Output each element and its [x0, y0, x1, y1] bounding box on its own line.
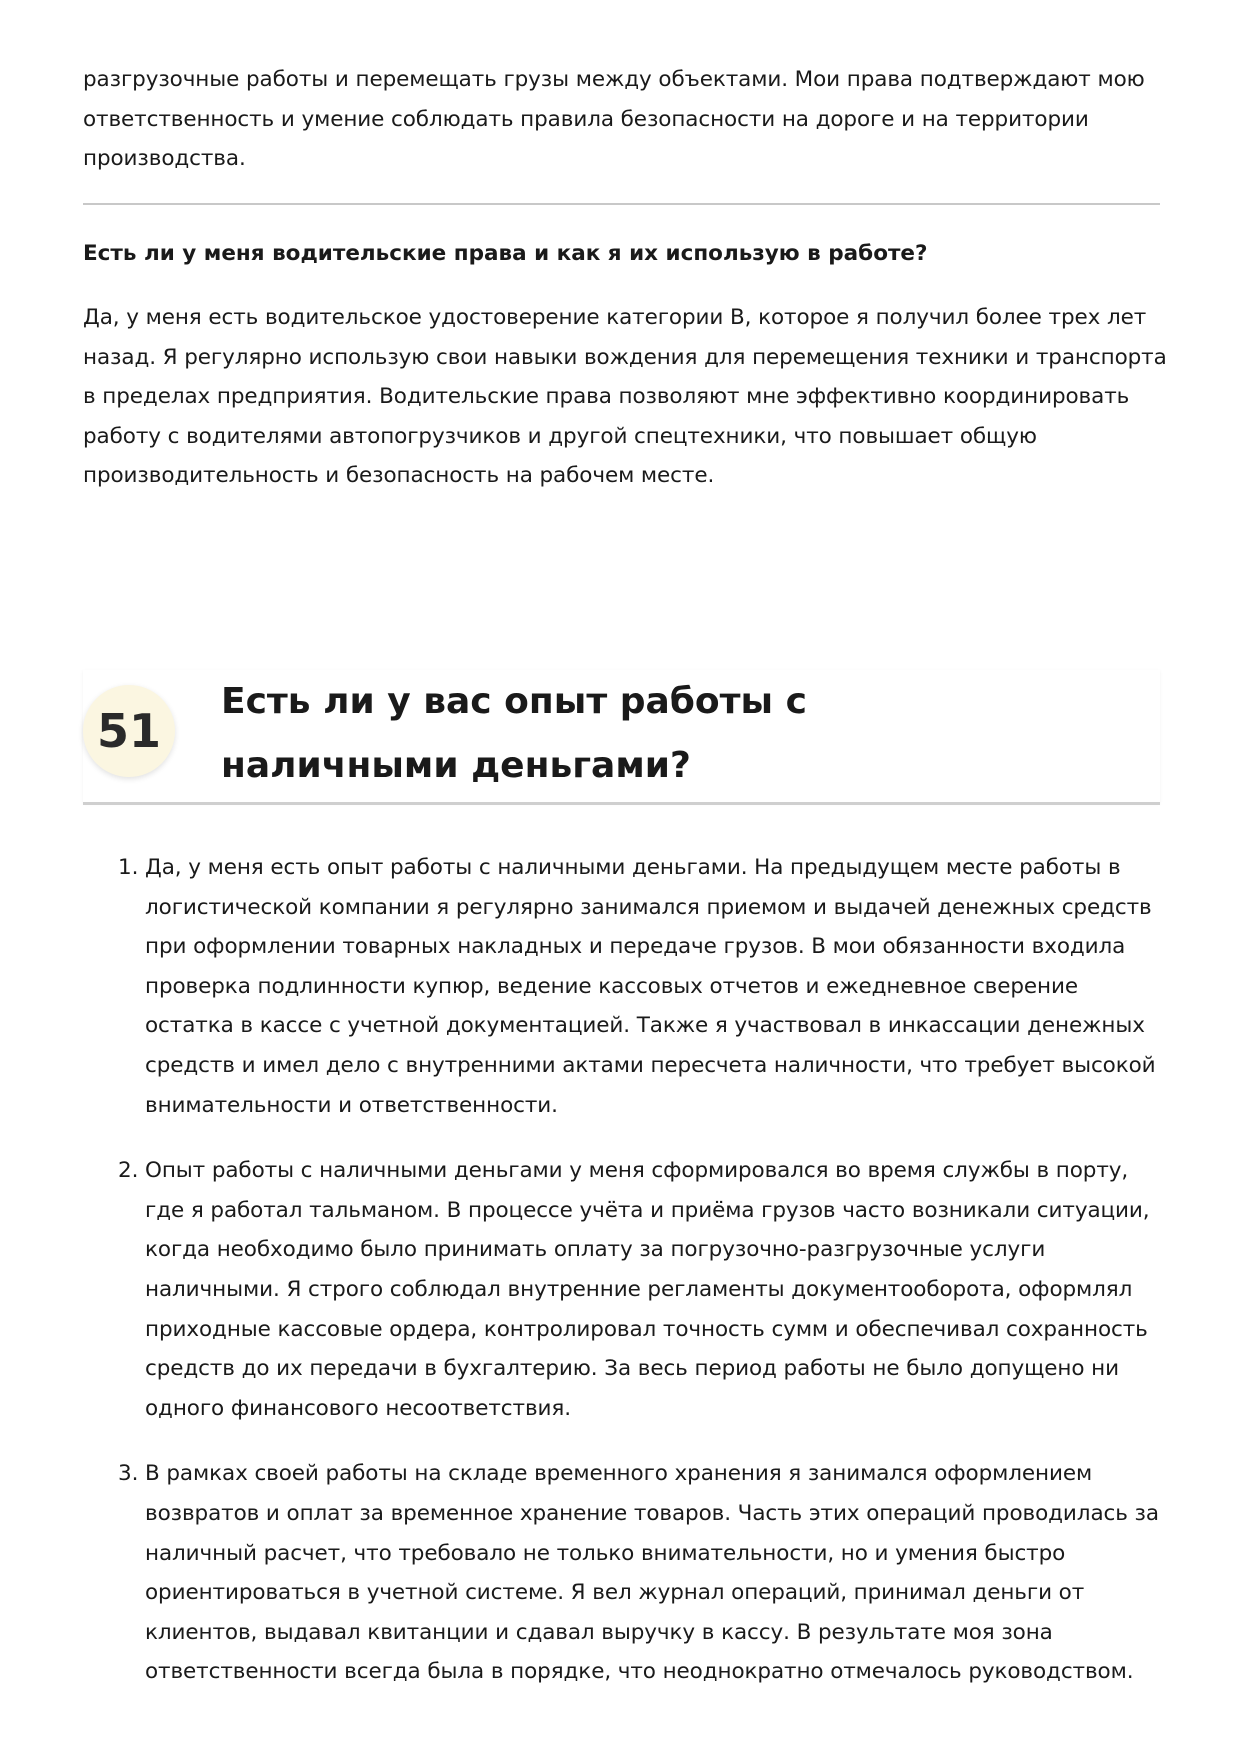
answer-text: Опыт работы с наличными деньгами у меня сформировался во время службы в порту, где я работал тальманом. В процессе учёта и приёма грузов часто возникали ситуации, когда необходимо было принимать оплату за погрузочно-разгрузочные услуги наличными. Я строго соблюдал внутренние регламенты документооборота, оформлял приходные кассовые ордера, контролировал точность сумм и обеспечивал сохранность средств до их передачи в бухгалтерию. За весь период работы не было допущено ни одного финансового несоответствия.: [145, 1158, 1150, 1421]
top-paragraph: разгрузочные работы и перемещать грузы между объектами. Мои права подтверждают мою ответственность и умение соблюдать правила безопасности на дороге и на территории производства.: [83, 67, 1145, 172]
answer-item: [115, 848, 1165, 1125]
answer-text: В рамках своей работы на складе временного хранения я занимался оформлением возвратов и оплат за временное хранение товаров. Часть этих операций проводилась за наличный расчет, что требовало не только внимательности, но и умения быстро ориентироваться в учетной системе. Я вел журнал операций, принимал деньги от клиентов, выдавал квитанции и сдавал выручку в кассу. В результате моя зона ответственности всегда была в порядке, что неоднократно отмечалось руководством.: [145, 1461, 1159, 1685]
answer-number: 1.: [118, 855, 139, 880]
sub-answer-paragraph: Да, у меня есть водительское удостоверение категории B, которое я получил более трех лет назад. Я регулярно использую свои навыки вождения для перемещения техники и транспорта в пределах предприятия. Водительские права позволяют мне эффективно координировать работу с водителями автопогрузчиков и другой спецтехники, что повышает общую производительность и безопасность на рабочем месте.: [83, 305, 1167, 489]
sub-question-heading: Есть ли у меня водительские права и как я их использую в работе?: [83, 241, 928, 266]
question-header: [83, 670, 1160, 803]
answer-number: 3.: [118, 1461, 139, 1487]
answer-list: [115, 848, 1165, 1718]
answer-item: [115, 1454, 1165, 1692]
answer-text: Да, у меня есть опыт работы с наличными деньгами. На предыдущем месте работы в логистической компании я регулярно занимался приемом и выдачей денежных средств при оформлении товарных накладных и передаче грузов. В мои обязанности входила проверка подлинности купюр, ведение кассовых отчетов и ежедневное сверение остатка в кассе с учетной документацией. Также я участвовал в инкассации денежных средств и имел дело с внутренними актами пересчета наличности, что требует высокой внимательности и ответственности.: [145, 855, 1156, 1118]
answer-number: 2.: [118, 1158, 139, 1184]
question-number-badge: 51: [83, 685, 175, 777]
section-divider: [83, 203, 1160, 205]
answer-item: [115, 1151, 1165, 1428]
question-title: Есть ли у вас опыт работы с наличными деньгами?: [221, 681, 807, 786]
